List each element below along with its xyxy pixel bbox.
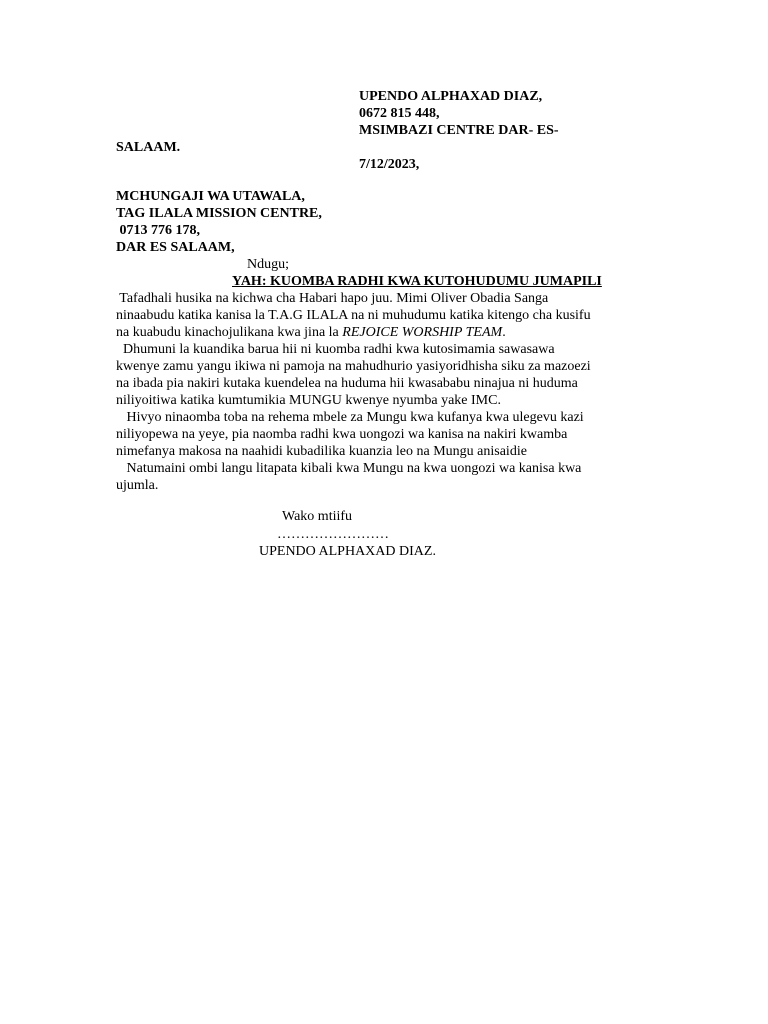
body-line: nimefanya makosa na naahidi kubadilika kuanzia leo na Mungu anisaidie	[116, 444, 527, 459]
body-text: na kuabudu kinachojulikana kwa jina la	[116, 325, 343, 340]
body-line: niliyopewa na yeye, pia naomba radhi kwa uongozi wa kanisa na nakiri kwamba	[116, 427, 568, 442]
body-line: Tafadhali husika na kichwa cha Habari hapo juu. Mimi Oliver Obadia Sanga	[116, 291, 549, 306]
sender-name: UPENDO ALPHAXAD DIAZ,	[359, 89, 543, 104]
team-name: REJOICE WORSHIP TEAM	[342, 325, 503, 340]
letter-date: 7/12/2023,	[359, 157, 420, 172]
body-line: Dhumuni la kuandika barua hii ni kuomba radhi kwa kutosimamia sawasawa	[116, 342, 555, 357]
body-line: na ibada pia nakiri kutaka kuendelea na huduma hii kwasababu ninajua ni huduma	[116, 376, 578, 391]
signature-line: ……………………	[277, 527, 389, 542]
closing: Wako mtiifu	[282, 509, 353, 524]
sender-address: MSIMBAZI CENTRE DAR- ES-	[359, 123, 559, 138]
recipient-city: DAR ES SALAAM,	[116, 240, 235, 255]
body-text: .	[502, 325, 506, 340]
sender-address-wrap: SALAAM.	[116, 140, 181, 155]
body-line: Hivyo ninaomba toba na rehema mbele za Mungu kwa kufanya kwa ulegevu kazi	[116, 410, 584, 425]
recipient-title: MCHUNGAJI WA UTAWALA,	[116, 189, 305, 204]
body-line: kwenye zamu yangu ikiwa ni pamoja na mahudhurio yasiyoridhisha siku za mazoezi	[116, 359, 591, 374]
recipient-organization: TAG ILALA MISSION CENTRE,	[116, 206, 322, 221]
body-line: niliyoitiwa katika kumtumikia MUNGU kwenye nyumba yake IMC.	[116, 393, 501, 408]
body-line: ujumla.	[116, 478, 159, 493]
salutation: Ndugu;	[247, 257, 289, 272]
signature-name: UPENDO ALPHAXAD DIAZ.	[259, 544, 436, 559]
recipient-phone: 0713 776 178,	[116, 223, 200, 238]
body-line: Natumaini ombi langu litapata kibali kwa Mungu na kwa uongozi wa kanisa kwa	[116, 461, 582, 476]
subject-line: YAH: KUOMBA RADHI KWA KUTOHUDUMU JUMAPILI	[232, 274, 602, 289]
sender-phone: 0672 815 448,	[359, 106, 440, 121]
body-line: ninaabudu katika kanisa la T.A.G ILALA na ni muhudumu katika kitengo cha kusifu	[116, 308, 591, 323]
body-line	[116, 324, 506, 341]
